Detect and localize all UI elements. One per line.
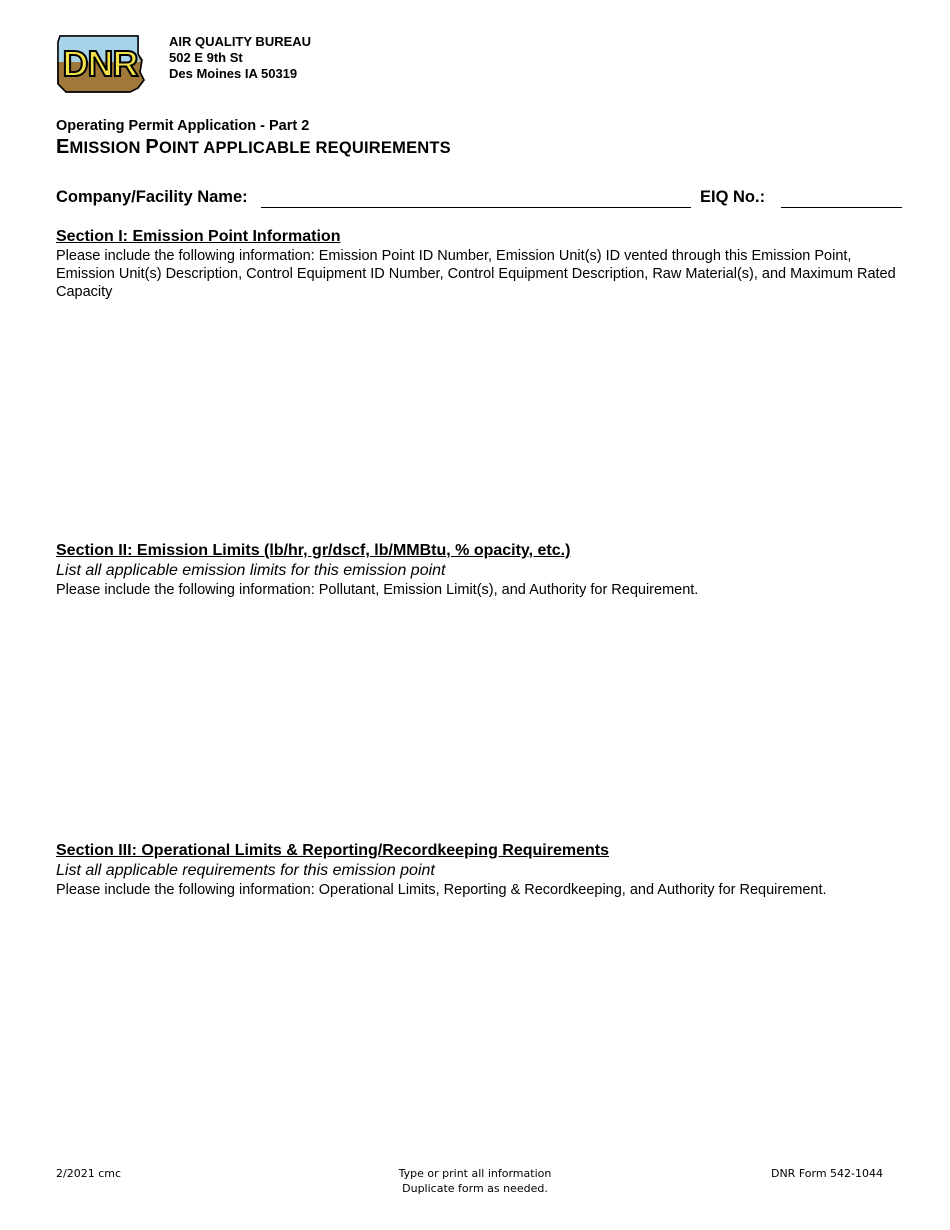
eiq-number-field[interactable] <box>781 207 902 208</box>
section-2-entry-area[interactable] <box>56 605 896 830</box>
eiq-number-label: EIQ No.: <box>700 188 766 206</box>
section-2-italic-note: List all applicable emission limits for this emission point <box>56 562 446 579</box>
section-3-entry-area[interactable] <box>56 905 896 1145</box>
form-subtitle: Operating Permit Application - Part 2 <box>56 118 310 134</box>
agency-name: AIR QUALITY BUREAU <box>169 34 312 49</box>
svg-text:DNR: DNR <box>62 43 138 84</box>
section-2-instructions: Please include the following information: Pollutant, Emission Limit(s), and Authority for Requirement. <box>56 582 699 598</box>
section-1-instructions: Please include the following information: Emission Point ID Number, Emission Unit(s) ID vented through this Emission Point, Emission Unit(s) Description, Control Equipment ID Number, Control Equipment Description, Raw Material(s), and Maximum Rated Capacity <box>56 248 896 300</box>
section-3-instructions: Please include the following information: Operational Limits, Reporting & Recordkeeping, and Authority for Requirement. <box>56 882 827 898</box>
company-name-field[interactable] <box>261 207 691 208</box>
footer-instructions: Type or print all information Duplicate form as needed. <box>398 1167 552 1195</box>
section-1-entry-area[interactable] <box>56 305 896 530</box>
section-2-heading: Section II: Emission Limits (lb/hr, gr/dscf, lb/MMBtu, % opacity, etc.) <box>56 542 571 559</box>
agency-address <box>169 34 311 82</box>
footer-revision-date: 2/2021 cmc <box>56 1167 122 1180</box>
company-name-label: Company/Facility Name: <box>56 188 248 206</box>
form-title: EMISSION POINT APPLICABLE REQUIREMENTS <box>56 136 451 158</box>
section-3-italic-note: List all applicable requirements for this emission point <box>56 862 435 879</box>
section-3-heading: Section III: Operational Limits & Reporting/Recordkeeping Requirements <box>56 842 609 859</box>
dnr-logo <box>54 32 146 94</box>
section-1-heading: Section I: Emission Point Information <box>56 228 341 245</box>
footer-form-number: DNR Form 542-1044 <box>770 1167 883 1180</box>
address-city: Des Moines IA 50319 <box>169 66 298 81</box>
address-street: 502 E 9th St <box>169 50 243 65</box>
